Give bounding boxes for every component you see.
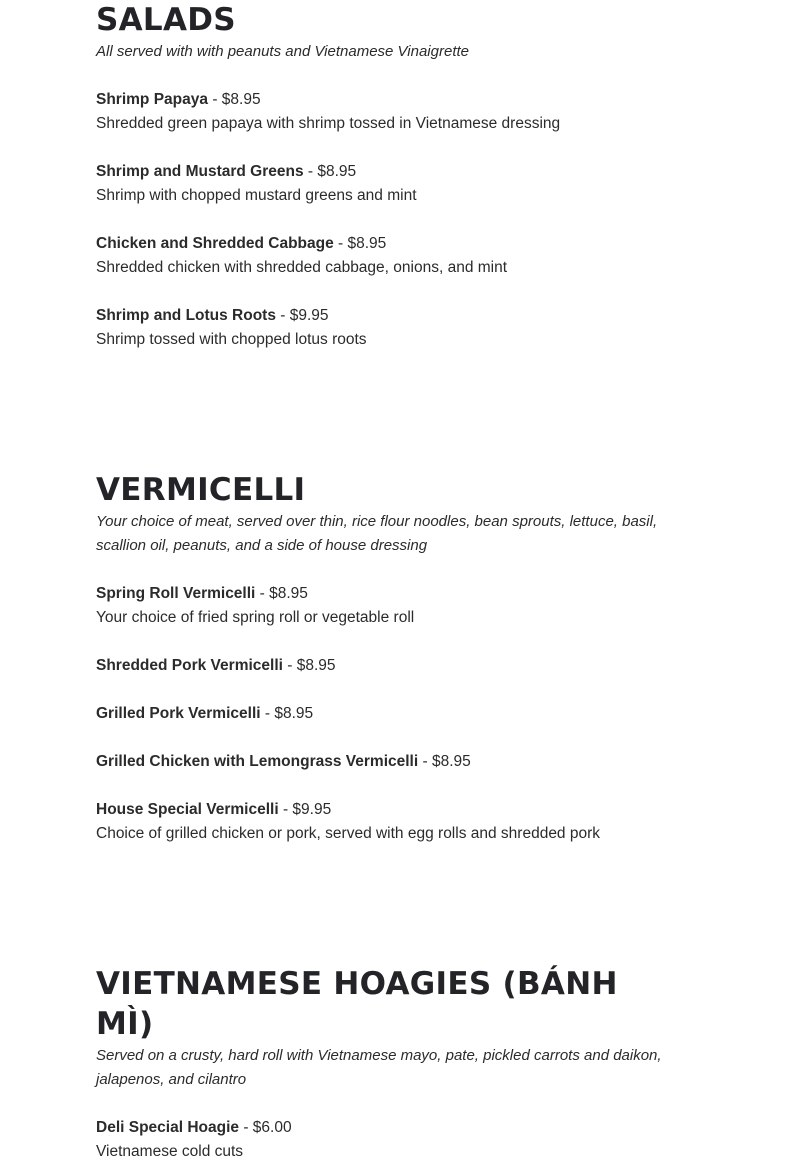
item-price: - $8.95	[259, 585, 308, 602]
section-hoagies	[96, 964, 686, 1164]
item-description: Shrimp with chopped mustard greens and mint	[96, 187, 417, 204]
item-price: - $9.95	[282, 801, 332, 818]
item-name: Grilled Chicken with Lemongrass Vermicelli	[96, 753, 419, 770]
section-title: VIETNAMESE HOAGIES (BÁNH MÌ)	[96, 966, 618, 1042]
item-description: Choice of grilled chicken or pork, served with egg rolls and shredded pork	[96, 825, 601, 842]
item-name: Chicken and Shredded Cabbage	[96, 235, 334, 252]
item-description: Your choice of fried spring roll or vegetable roll	[96, 609, 415, 626]
item-description: Shredded green papaya with shrimp tossed in Vietnamese dressing	[96, 115, 561, 132]
menu-item	[96, 702, 686, 726]
item-price: - $8.95	[264, 705, 314, 722]
item-name: House Special Vermicelli	[96, 801, 279, 818]
section-description: Your choice of meat, served over thin, rice flour noodles, bean sprouts, lettuce, basil, scallion oil, peanuts, and a side of house dressing	[96, 513, 658, 554]
menu-item	[96, 798, 686, 846]
item-price: - $9.95	[280, 307, 329, 324]
menu-item	[96, 160, 686, 208]
item-name: Shrimp Papaya	[96, 91, 208, 108]
section-title: SALADS	[96, 2, 236, 38]
menu-item	[96, 582, 686, 630]
item-description: Shrimp tossed with chopped lotus roots	[96, 331, 367, 348]
menu-item	[96, 88, 686, 136]
section-salads	[96, 0, 686, 352]
item-name: Grilled Pork Vermicelli	[96, 705, 261, 722]
item-price: - $8.95	[338, 235, 387, 252]
item-price: - $8.95	[212, 91, 261, 108]
item-description: Shredded chicken with shredded cabbage, onions, and mint	[96, 259, 508, 276]
item-name: Deli Special Hoagie	[96, 1119, 239, 1136]
item-name: Spring Roll Vermicelli	[96, 585, 256, 602]
item-price: - $8.95	[287, 657, 336, 674]
section-vermicelli	[96, 470, 686, 846]
item-description: Vietnamese cold cuts	[96, 1143, 244, 1160]
item-price: - $6.00	[243, 1119, 292, 1136]
menu-item	[96, 750, 686, 774]
section-description: Served on a crusty, hard roll with Vietnamese mayo, pate, pickled carrots and daikon, jalapenos, and cilantro	[96, 1047, 662, 1088]
menu-item	[96, 304, 686, 352]
section-title: VERMICELLI	[96, 472, 306, 508]
item-name: Shredded Pork Vermicelli	[96, 657, 283, 674]
menu-item	[96, 232, 686, 280]
menu-item	[96, 654, 686, 678]
item-price: - $8.95	[307, 163, 357, 180]
menu-item	[96, 1116, 686, 1164]
item-name: Shrimp and Mustard Greens	[96, 163, 304, 180]
item-name: Shrimp and Lotus Roots	[96, 307, 276, 324]
item-price: - $8.95	[422, 753, 471, 770]
section-description: All served with with peanuts and Vietnamese Vinaigrette	[96, 43, 470, 60]
